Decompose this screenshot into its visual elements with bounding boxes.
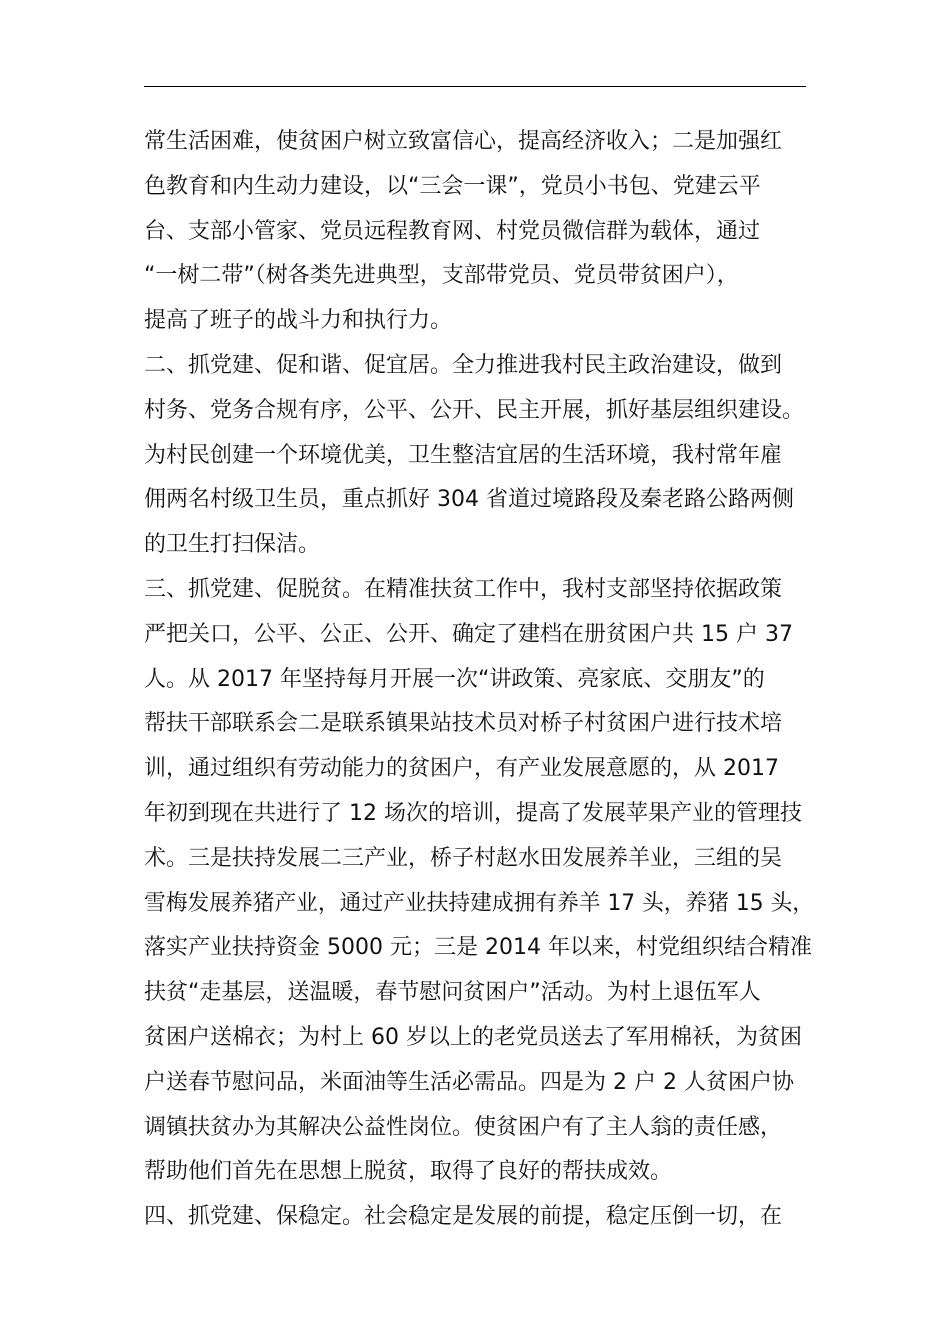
text-line: 术。三是扶持发展二三产业，桥子村赵水田发展养羊业，三组的吴: [144, 845, 783, 871]
text-line: 严把关口，公平、公正、公开、确定了建档在册贫困户共 15 户 37: [144, 621, 793, 647]
text-line: 调镇扶贫办为其解决公益性岗位。使贫困户有了主人翁的责任感，: [144, 1114, 783, 1140]
text-line: 贫困户送棉衣；为村上 60 岁以上的老党员送去了军用棉袄，为贫困: [144, 1024, 802, 1050]
text-line: 二、抓党建、促和谐、促宜居。全力推进我村民主政治建设，做到: [144, 352, 783, 378]
text-line: 常生活困难，使贫困户树立致富信心，提高经济收入；二是加强红: [144, 129, 783, 154]
text-line: 年初到现在共进行了 12 场次的培训，提高了发展苹果产业的管理技: [144, 800, 802, 826]
text-line: 户送春节慰问品，米面油等生活必需品。四是为 2 户 2 人贫困户协: [144, 1069, 794, 1095]
text-line: 帮助他们首先在思想上脱贫，取得了良好的帮扶成效。: [144, 1159, 673, 1185]
text-line: 落实产业扶持资金 5000 元；三是 2014 年以来，村党组织结合精准: [144, 935, 812, 961]
text-line: 佣两名村级卫生员，重点抓好 304 省道过境路段及秦老路公路两侧: [144, 487, 794, 513]
header-rule: [144, 86, 806, 87]
text-line: “一树二带”（树各类先进典型，支部带党员、党员带贫困户），: [144, 263, 739, 289]
text-line: 训，通过组织有劳动能力的贫困户，有产业发展意愿的，从 2017: [144, 756, 779, 782]
text-line: 色教育和内生动力建设，以“三会一课”，党员小书包、党建云平: [144, 173, 761, 199]
text-line: 提高了班子的战斗力和执行力。: [144, 308, 453, 334]
text-line: 雪梅发展养猪产业，通过产业扶持建成拥有养羊 17 头，养猪 15 头，: [144, 890, 814, 916]
text-line: 台、支部小管家、党员远程教育网、村党员微信群为载体，通过: [144, 218, 761, 244]
body-text: [144, 120, 814, 1240]
text-line: 为村民创建一个环境优美，卫生整洁宜居的生活环境，我村常年雇: [144, 442, 783, 468]
text-line: 人。从 2017 年坚持每月开展一次“讲政策、亮家底、交朋友”的: [144, 666, 765, 692]
text-line: 四、抓党建、保稳定。社会稳定是发展的前提，稳定压倒一切，在: [144, 1204, 783, 1230]
text-line: 的卫生打扫保洁。: [144, 532, 321, 558]
text-line: 村务、党务合规有序，公平、公开、民主开展，抓好基层组织建设。: [144, 397, 805, 423]
text-line: 扶贫“走基层，送温暖，春节慰问贫困户”活动。为村上退伍军人: [144, 980, 761, 1006]
text-line: 帮扶干部联系会二是联系镇果站技术员对桥子村贫困户进行技术培: [144, 711, 783, 737]
text-line: 三、抓党建、促脱贫。在精准扶贫工作中，我村支部坚持依据政策: [144, 576, 783, 602]
